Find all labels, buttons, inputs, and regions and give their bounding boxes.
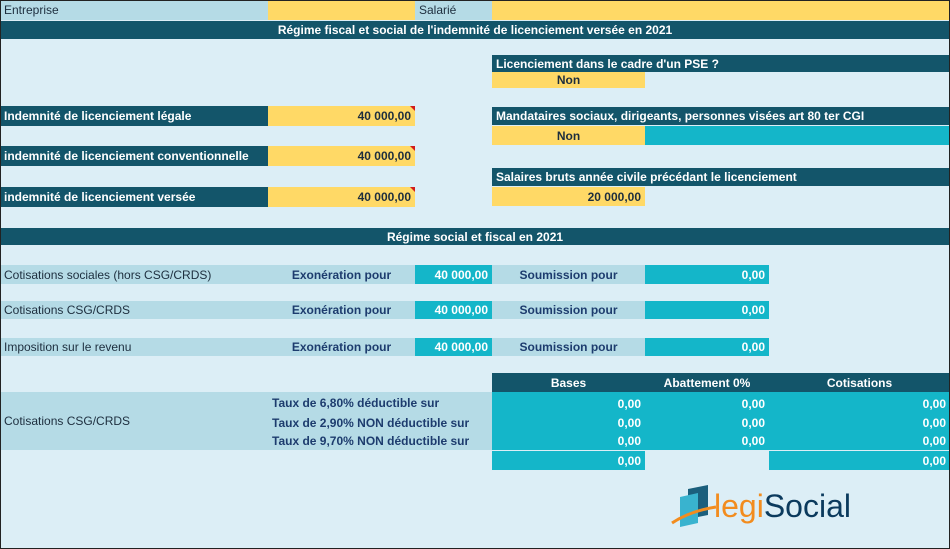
soumission-value: 0,00 <box>645 301 769 319</box>
entreprise-input[interactable] <box>268 0 415 20</box>
page-title: Régime fiscal et social de l'indemnité de licenciement versée en 2021 <box>0 21 950 39</box>
indemnite-legale-value[interactable] <box>268 106 415 126</box>
exoneration-value: 40 000,00 <box>415 265 492 284</box>
csg-base-value: 0,00 <box>617 433 641 448</box>
pse-select[interactable]: Non <box>492 72 645 88</box>
csg-rate-label: Taux de 6,80% déductible sur <box>272 396 440 410</box>
indemnite-versee-value[interactable] <box>268 187 415 207</box>
soumission-label: Soumission pour <box>492 301 645 319</box>
soumission-value: 0,00 <box>645 338 769 356</box>
csg-cotisation-value: 0,00 <box>922 415 946 430</box>
mandataires-label: Mandataires sociaux, dirigeants, personnes visées art 80 ter CGI <box>492 107 950 125</box>
section-regime-title: Régime social et fiscal en 2021 <box>0 228 950 245</box>
indemnite-legale-amount: 40 000,00 <box>357 109 411 123</box>
salarie-label: Salarié <box>415 0 492 20</box>
salarie-input[interactable] <box>492 0 950 20</box>
logo-text-social: Social <box>763 488 851 524</box>
csg-total-cotisation: 0,00 <box>769 451 950 470</box>
csg-abattement-value: 0,00 <box>741 396 765 411</box>
csg-cotisation-value: 0,00 <box>922 433 946 448</box>
exoneration-value: 40 000,00 <box>415 338 492 356</box>
csg-cotisation-value: 0,00 <box>922 396 946 411</box>
salaires-input[interactable]: 20 000,00 <box>492 187 645 206</box>
exoneration-label: Exonération pour <box>268 338 415 356</box>
legisocial-logo <box>670 483 890 533</box>
mandataires-select[interactable]: Non <box>492 126 645 145</box>
regime-row-label: Cotisations sociales (hors CSG/CRDS) <box>0 265 268 284</box>
header-abattement: Abattement 0% <box>645 373 769 392</box>
csg-total-base: 0,00 <box>492 451 645 470</box>
entreprise-label: Entreprise <box>0 0 268 20</box>
csg-base-value: 0,00 <box>617 396 641 411</box>
indemnite-conventionnelle-label: indemnité de licenciement conventionnelle <box>0 146 268 166</box>
csg-abattement-value: 0,00 <box>741 433 765 448</box>
regime-row-label: Imposition sur le revenu <box>0 338 268 356</box>
csg-rate-label: Taux de 2,90% NON déductible sur <box>272 416 470 430</box>
mandataires-info-cell <box>645 126 950 145</box>
exoneration-label: Exonération pour <box>268 265 415 284</box>
exoneration-label: Exonération pour <box>268 301 415 319</box>
comment-marker-icon <box>410 146 415 151</box>
indemnite-legale-label: Indemnité de licenciement légale <box>0 106 268 126</box>
csg-row-label: Cotisations CSG/CRDS <box>0 392 268 450</box>
indemnite-conventionnelle-amount: 40 000,00 <box>357 149 411 163</box>
csg-abattement-value: 0,00 <box>741 415 765 430</box>
csg-base-value: 0,00 <box>617 415 641 430</box>
csg-rate-label: Taux de 9,70% NON déductible sur <box>272 434 470 448</box>
logo-text <box>714 487 851 525</box>
indemnite-versee-label: indemnité de licenciement versée <box>0 187 268 207</box>
indemnite-versee-amount: 40 000,00 <box>357 190 411 204</box>
soumission-value: 0,00 <box>645 265 769 284</box>
logo-text-legi: legi <box>714 488 764 524</box>
regime-row-label: Cotisations CSG/CRDS <box>0 301 268 319</box>
soumission-label: Soumission pour <box>492 265 645 284</box>
exoneration-value: 40 000,00 <box>415 301 492 319</box>
pse-question: Licenciement dans le cadre d'un PSE ? <box>492 55 950 72</box>
header-bases: Bases <box>492 373 645 392</box>
indemnite-conventionnelle-value[interactable] <box>268 146 415 166</box>
logo-mark-icon <box>670 485 720 531</box>
header-cotisations: Cotisations <box>769 373 950 392</box>
comment-marker-icon <box>410 187 415 192</box>
soumission-label: Soumission pour <box>492 338 645 356</box>
comment-marker-icon <box>410 106 415 111</box>
salaires-label: Salaires bruts année civile précédant le licenciement <box>492 168 950 186</box>
